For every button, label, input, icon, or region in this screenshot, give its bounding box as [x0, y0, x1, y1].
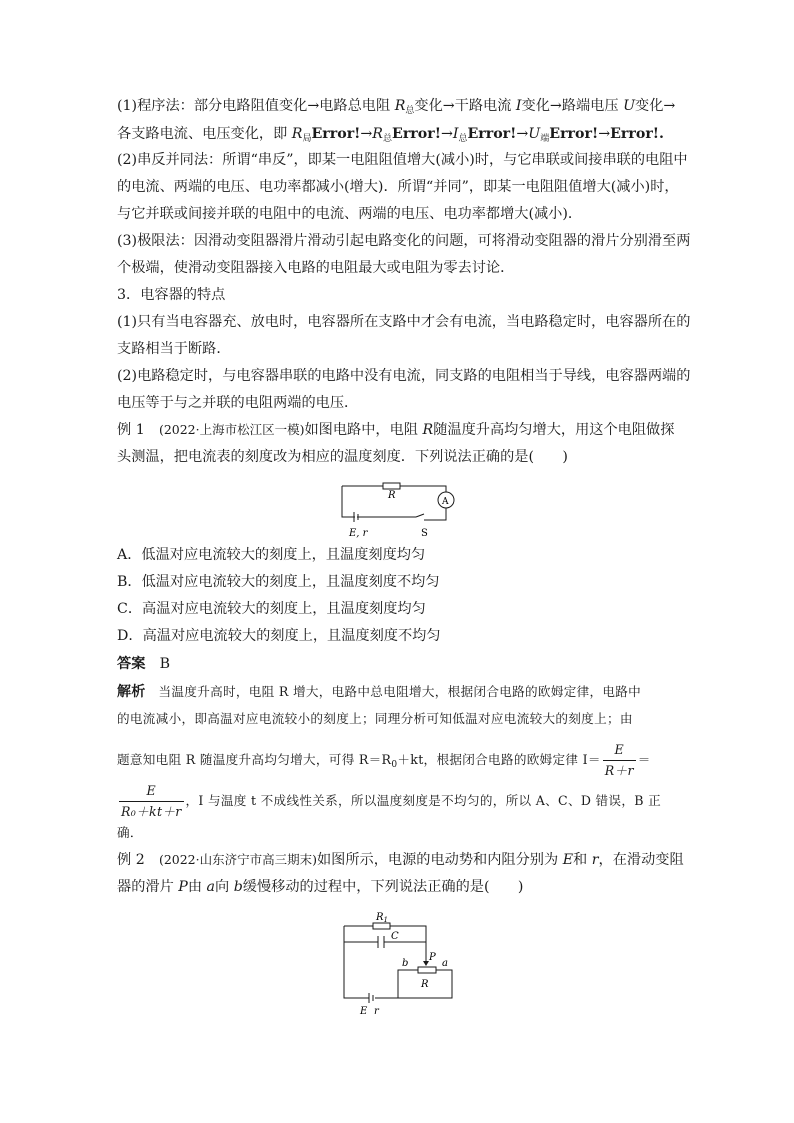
- answer-value: B: [159, 656, 171, 672]
- fig2-label-E: E: [360, 1006, 368, 1017]
- cap2-line2: 电压等于与之并联的电阻两端的电压．: [117, 395, 359, 411]
- cap1-line1: (1)只有当电容器充、放电时，电容器所在支路中才会有电流，当电路稳定时，电容器所在的: [117, 314, 691, 330]
- method2-line2: 的电流、两端的电压、电功率都减小(增大)．所谓“并同”，即某一电阻阻值增大(减小)时，: [117, 179, 679, 195]
- method1-line2: 各支路电流、电压变化，即 $R_局Error!\to R_总Error!\to I_总Error!\to U_端Error!\to Error$!.: [117, 126, 664, 144]
- battery-symbol-2: [369, 993, 373, 1003]
- fig2-label-r: r: [374, 1006, 379, 1017]
- ex1-label: 例 1: [117, 422, 145, 438]
- fig1-label-A: A: [442, 497, 449, 507]
- method3-line1: (3)极限法：因滑动变阻器滑片滑动引起电路变化的问题，可将滑动变阻器的滑片分别滑至两: [117, 233, 691, 249]
- ex2-label: 例 2: [117, 852, 145, 868]
- ex1-source: (2022·上海市松江区一模): [158, 422, 305, 437]
- option-d: D．高温对应电流较大的刻度上，且温度刻度不均匀: [117, 628, 441, 644]
- fraction-1: $\frac{E}{R+r}$: [604, 742, 634, 778]
- fig1-label-Er: E, r: [349, 528, 368, 539]
- ex2-source: (2022·山东济宁市高三期末): [158, 852, 317, 867]
- analysis-line5: 确．: [117, 825, 143, 840]
- fig2-label-b: b: [402, 958, 409, 969]
- rheostat-symbol: [418, 967, 436, 973]
- ex2-line1: 例 2 (2022·山东济宁市高三期末)如图所示，电源的电动势和内阻分别为 E和 r，在滑动变阻: [117, 852, 684, 868]
- ex1-line2: 头测温，把电流表的刻度改为相应的温度刻度．下列说法正确的是( ): [117, 449, 568, 465]
- resistor-symbol: [383, 483, 400, 489]
- option-c: C．高温对应电流较大的刻度上，且温度刻度均匀: [117, 601, 426, 617]
- answer-line: [117, 654, 682, 674]
- fig2-label-a: a: [442, 958, 448, 969]
- cap2-line1: (2)电路稳定时，与电容器串联的电路中没有电流，同支路的电阻相当于导线，电容器两端的: [117, 368, 691, 384]
- answer-label: 答案: [117, 656, 146, 672]
- ex1-line1: 例 1 (2022·上海市松江区一模)如图电路中，电阻 R随温度升高均匀增大，用这个电阻做探: [117, 422, 675, 438]
- analysis-line4: $\frac{E}{\text{R₀＋kt＋r}}$ ，I 与温度 t 不成线性关系，所以温度刻度是不均匀的，所以 A、C、D 错误，B 正: [117, 781, 682, 822]
- fig2-label-C: C: [391, 931, 399, 942]
- analysis-line3: 题意知电阻 R 随温度升高均匀增大，可得 $R=R_0+kt$，根据闭合电路的欧姆定律 I＝ $\frac{E}{R+r}$ ＝: [117, 740, 682, 781]
- analysis-line2: 的电流减小，即高温对应电流较小的刻度上；同理分析可知低温对应电流较大的刻度上；由: [117, 711, 633, 726]
- fraction-2: $\frac{E}{\text{R₀＋kt＋r}}$: [121, 783, 182, 819]
- method3-line2: 个极端，使滑动变阻器接入电路的电阻最大或电阻为零去讨论．: [117, 260, 515, 276]
- circuit-figure-2: [336, 906, 460, 1018]
- circuit-figure-1: [336, 476, 460, 542]
- fig2-label-R1: $R_1$: [376, 912, 388, 924]
- ex2-line2: 器的滑片 P由 a向 b缓慢移动的过程中，下列说法正确的是( ): [117, 879, 524, 895]
- fig2-label-P: P: [429, 952, 436, 963]
- method2-line1: (2)串反并同法：所谓“串反”，即某一电阻阻值增大(减小)时，与它串联或间接串联的电阻中: [117, 152, 688, 168]
- analysis-line1: 解析 当温度升高时，电阻 R 增大，电路中总电阻增大，根据闭合电路的欧姆定律，电路中: [117, 684, 642, 700]
- analysis-label: 解析: [117, 684, 146, 700]
- section-heading: 3．电容器的特点: [117, 287, 226, 303]
- fig2-label-R: R: [421, 979, 429, 990]
- method2-line3: 与它并联或间接并联的电阻中的电流、两端的电压、电功率都增大(减小)．: [117, 206, 583, 222]
- method1-line1: (1)程序法：部分电路阻值变化→电路总电阻 $R_总$变化→干路电流 I变化→路端电压 U变化→: [117, 98, 676, 116]
- fig1-label-S: S: [421, 528, 428, 539]
- cap1-line2: 支路相当于断路．: [117, 341, 231, 357]
- fig1-label-R: R: [388, 490, 396, 501]
- switch-symbol: [416, 514, 424, 517]
- capacitor-symbol: [378, 936, 384, 948]
- option-a: A．低温对应电流较大的刻度上，且温度刻度均匀: [117, 547, 426, 563]
- option-b: B．低温对应电流较大的刻度上，且温度刻度不均匀: [117, 574, 440, 590]
